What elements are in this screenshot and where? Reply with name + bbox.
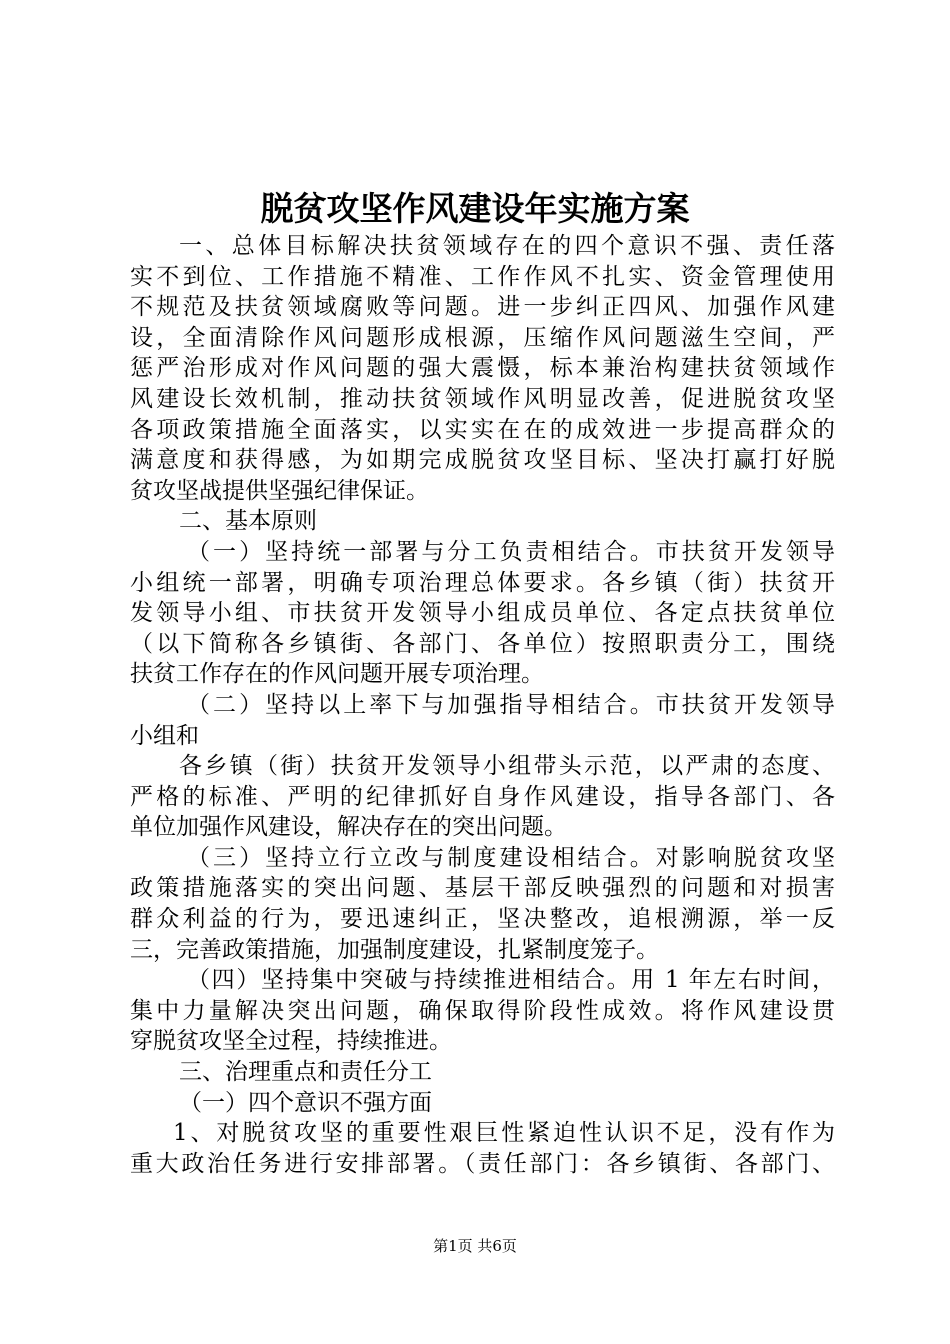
paragraph-line: 一、总体目标解决扶贫领域存在的四个意识不强、责任落 <box>179 233 835 259</box>
paragraph-line: 扶贫工作存在的作风问题开展专项治理。 <box>130 661 544 688</box>
paragraph-line: 小组和 <box>130 722 199 749</box>
paragraph-line: 小组统一部署，明确专项治理总体要求。各乡镇（街）扶贫开 <box>130 569 835 596</box>
paragraph-line: 惩严治形成对作风问题的强大震慑，标本兼治构建扶贫领域作 <box>130 355 835 382</box>
paragraph-line: （一）坚持统一部署与分工负责相结合。市扶贫开发领导 <box>187 538 835 565</box>
paragraph-line: （以下简称各乡镇街、各部门、各单位）按照职责分工，围绕 <box>130 630 835 657</box>
paragraph-line: 各项政策措施全面落实，以实实在在的成效进一步提高群众的 <box>130 416 835 443</box>
paragraph-line: （四）坚持集中突破与持续推进相结合。用 1 年左右时间， <box>187 967 835 994</box>
paragraph-line: （三）坚持立行立改与制度建设相结合。对影响脱贫攻坚 <box>187 844 835 871</box>
document-body <box>130 231 835 1179</box>
paragraph-line: 1、对脱贫攻坚的重要性艰巨性紧迫性认识不足，没有作为 <box>173 1120 835 1147</box>
page-number-footer: 第1页 共6页 <box>433 1237 517 1255</box>
paragraph-line: 实不到位、工作措施不精准、工作作风不扎实、资金管理使用 <box>130 263 835 290</box>
paragraph-line: 满意度和获得感，为如期完成脱贫攻坚目标、坚决打赢打好脱 <box>130 447 835 474</box>
document-title: 脱贫攻坚作风建设年实施方案 <box>260 189 690 228</box>
paragraph-line: 政策措施落实的突出问题、基层干部反映强烈的问题和对损害 <box>130 875 835 902</box>
paragraph-line: 集中力量解决突出问题，确保取得阶段性成效。将作风建设贯 <box>130 997 835 1024</box>
paragraph-line: 不规范及扶贫领域腐败等问题。进一步纠正四风、加强作风建 <box>130 294 835 321</box>
paragraph-line: 穿脱贫攻坚全过程，持续推进。 <box>130 1028 452 1055</box>
paragraph-line: 严格的标准、严明的纪律抓好自身作风建设，指导各部门、各 <box>130 783 835 810</box>
paragraph-line: 单位加强作风建设，解决存在的突出问题。 <box>130 814 567 841</box>
paragraph-line: 风建设长效机制，推动扶贫领域作风明显改善，促进脱贫攻坚 <box>130 385 835 412</box>
paragraph-line: （二）坚持以上率下与加强指导相结合。市扶贫开发领导 <box>187 691 835 718</box>
paragraph-line: 群众利益的行为，要迅速纠正，坚决整改，追根溯源，举一反 <box>130 906 835 933</box>
subsection-heading: （一）四个意识不强方面 <box>179 1089 432 1116</box>
paragraph-line: 发领导小组、市扶贫开发领导小组成员单位、各定点扶贫单位 <box>130 600 835 627</box>
section-heading: 二、基本原则 <box>179 508 317 535</box>
paragraph-line: 重大政治任务进行安排部署。（责任部门：各乡镇街、各部门、 <box>130 1150 835 1177</box>
section-heading: 三、治理重点和责任分工 <box>179 1059 432 1086</box>
paragraph-line: 各乡镇（街）扶贫开发领导小组带头示范，以严肃的态度、 <box>179 753 835 780</box>
paragraph-line: 三，完善政策措施，加强制度建设，扎紧制度笼子。 <box>130 936 659 963</box>
paragraph-line: 设，全面清除作风问题形成根源，压缩作风问题滋生空间，严 <box>130 324 835 351</box>
paragraph-line: 贫攻坚战提供坚强纪律保证。 <box>130 477 429 504</box>
